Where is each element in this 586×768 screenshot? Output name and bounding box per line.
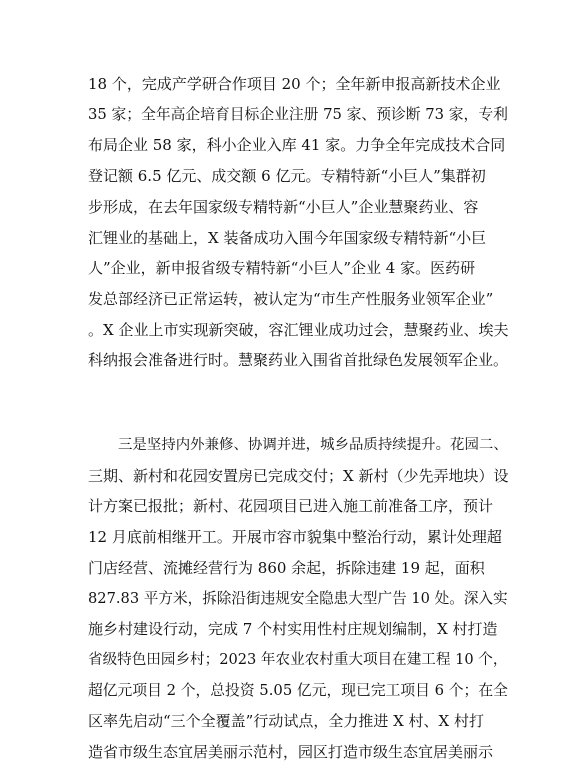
text-line: 三期、新村和花园安置房已完成交付；X 新村（少先弄地块）设	[88, 466, 509, 485]
text-line: 施乡村建设行动，完成 7 个村实用性村庄规划编制，X 村打造	[88, 620, 498, 639]
text-line: 区率先启动“三个全覆盖”行动试点，全力推进 X 村、X 村打	[88, 712, 485, 731]
paragraph-tech-enterprises	[88, 69, 508, 376]
paragraph-urban-rural-quality	[88, 430, 508, 768]
text-line: 省级特色田园乡村；2023 年农业农村重大项目在建工程 10 个，	[88, 650, 508, 668]
text-line: 12 月底前相继开工。开展市容市貌集中整治行动，累计处理超	[88, 528, 502, 547]
text-line: 827.83 平方米，拆除沿街违规安全隐患大型广告 10 处。深入实	[88, 589, 508, 607]
text-line: 人”企业，新申报省级专精特新“小巨人”企业 4 家。医药研	[88, 259, 476, 278]
text-line: 造省市级生态宜居美丽示范村，园区打造市级生态宜居美丽示	[88, 743, 494, 762]
text-line: 布局企业 58 家，科小企业入库 41 家。力争全年完成技术合同	[88, 136, 506, 155]
text-line: 发总部经济已正常运转，被认定为“市生产性服务业领军企业”	[88, 289, 494, 308]
text-line: 门店经营、流摊经营行为 860 余起，拆除违建 19 起，面积	[88, 558, 485, 577]
text-line: 。X 企业上市实现新突破，容汇锂业成功过会，慧聚药业、埃夫	[88, 320, 509, 339]
text-line: 18 个，完成产学研合作项目 20 个；全年新申报高新技术企业	[88, 75, 501, 93]
text-line: 步形成，在去年国家级专精特新“小巨人”企业慧聚药业、容	[88, 197, 479, 216]
text-line-first-indented: 三是坚持内外兼修、协调并进，城乡品质持续提升。花园二、	[118, 437, 508, 453]
text-line: 计方案已报批；新村、花园项目已进入施工前准备工序，预计	[88, 497, 494, 516]
text-line: 科纳报会准备进行时。慧聚药业入围省首批绿色发展领军企业。	[88, 351, 509, 370]
text-line: 汇锂业的基础上，X 装备成功入围今年国家级专精特新“小巨	[88, 228, 487, 247]
text-line: 超亿元项目 2 个，总投资 5.05 亿元，现已完工项目 6 个；在全	[88, 681, 508, 699]
text-line: 登记额 6.5 亿元、成交额 6 亿元。专精特新“小巨人”集群初	[88, 167, 486, 186]
text-line: 35 家；全年高企培育目标企业注册 75 家、预诊断 73 家，专利	[88, 105, 508, 123]
